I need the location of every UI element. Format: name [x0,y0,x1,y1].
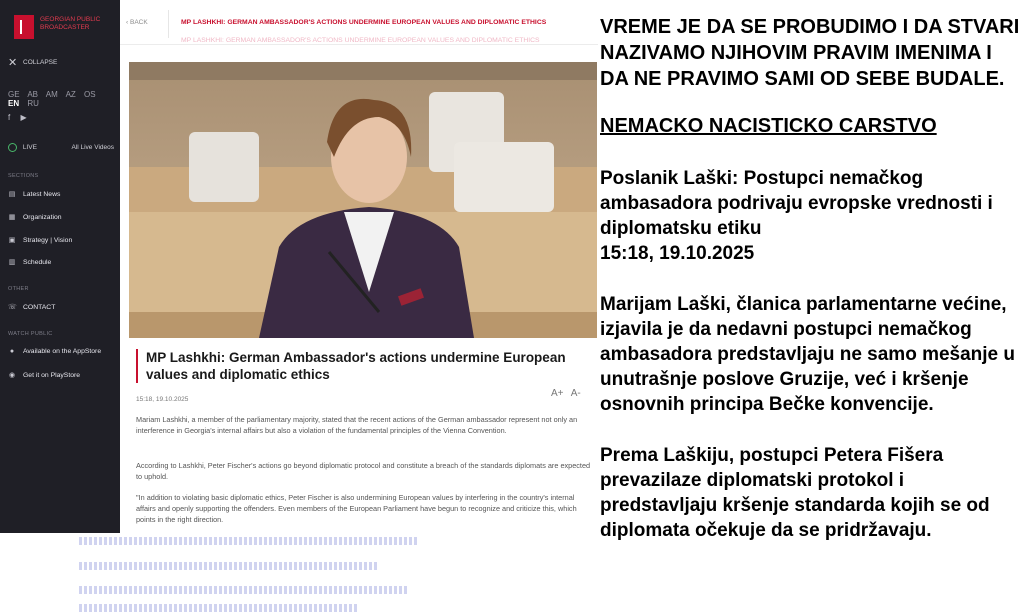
font-increase-icon[interactable]: A+ [551,388,564,399]
live-link[interactable] [8,143,114,152]
sections-label: SECTIONS [8,173,39,179]
building-icon: ▦ [8,214,16,221]
strategy-icon: ▣ [8,237,16,244]
article-paragraph: "In addition to violating basic diplomatic ethics, Peter Fischer is also undermining European values by interfering in the country's internal affairs and openly supporting the offenders. Even members of the European Parliament have begun to recognize and criticize this, which points in the right direction. [136,493,577,524]
article-paragraph: Mariam Lashkhi, a member of the parliamentary majority, stated that the recent actions of the German ambassador represent not only an interference in Georgia's internal affairs but also a violation of the fundamental principles of the Vienna Convention. [136,415,578,435]
back-button[interactable] [126,19,148,26]
playstore-link[interactable] [8,371,118,379]
sidebar-item-label: Organization [23,214,62,221]
all-live-videos-link[interactable]: All Live Videos [71,144,114,151]
parliament-speaker-image [129,62,597,338]
ghost-artifact [79,562,379,570]
ghost-artifact [79,537,419,545]
sidebar-item-label: Strategy | Vision [23,237,73,244]
collapse-label: COLLAPSE [23,59,58,67]
lang-ge[interactable]: GE [8,90,20,99]
translated-title: Poslanik Laški: Postupci nemačkog ambasadora podrivaju evropske vrednosti i diplomatsku etiku [600,168,993,239]
sidebar-item-label: CONTACT [23,304,56,311]
commentary-subheading: NEMACKO NACISTICKO CARSTVO [600,115,937,137]
commentary-heading: VREME JE DA SE PROBUDIMO I DA STVARI NAZIVAMO NJIHOVIM PRAVIM IMENIMA I DA NE PRAVIMO SAMI OD SEBE BUDALE. [600,16,1020,90]
topbar-title: MP LASHKHI: GERMAN AMBASSADOR'S ACTIONS UNDERMINE EUROPEAN VALUES AND DIPLOMATIC ETHICS [181,19,547,26]
article-photo [129,62,597,338]
lang-am[interactable]: AM [45,90,58,99]
sidebar-item-strategy[interactable] [8,236,118,244]
commentary-panel [600,14,1020,543]
article-title: MP Lashkhi: German Ambassador's actions undermine European values and diplomatic ethics [136,349,596,383]
sidebar-item-schedule[interactable] [8,258,118,266]
sidebar-item-contact[interactable] [8,303,118,311]
back-label: BACK [129,19,148,26]
playstore-icon: ◉ [8,372,16,379]
other-label: OTHER [8,286,29,292]
live-label: LIVE [22,144,37,152]
apple-icon: ● [9,348,15,355]
live-icon [8,143,17,152]
appstore-label: Available on the AppStore [23,348,102,355]
translated-date: 15:18, 19.10.2025 [600,243,755,264]
article-panel [120,0,598,613]
topbar-title-ghost: MP LASHKHI: GERMAN AMBASSADOR'S ACTIONS UNDERMINE EUROPEAN VALUES AND DIPLOMATIC ETHICS [181,37,540,44]
lang-ab[interactable]: AB [27,90,39,99]
lang-az[interactable]: AZ [65,90,76,99]
phone-icon: ☏ [8,304,17,311]
ghost-artifact [79,604,359,612]
sidebar-item-latest-news[interactable] [8,190,118,198]
collapse-button[interactable] [8,56,57,69]
font-size-controls [551,388,586,399]
youtube-icon[interactable]: ▶ [20,113,27,122]
appstore-link[interactable] [8,348,118,355]
article-paragraph: According to Lashkhi, Peter Fischer's actions go beyond diplomatic protocol and constitute a breach of the standards diplomats are expected to uphold. [136,461,591,481]
close-icon: ✕ [8,57,18,69]
font-decrease-icon[interactable]: A- [570,388,581,399]
sidebar-item-organization[interactable] [8,213,118,221]
calendar-icon: ▥ [8,259,16,266]
sidebar-item-label: Schedule [23,259,52,266]
article-date: 15:18, 19.10.2025 [136,396,189,403]
document-icon: ▤ [8,191,16,198]
social-links [8,113,35,122]
facebook-icon[interactable]: f [8,113,11,122]
lang-ru[interactable]: RU [27,99,39,108]
divider [168,10,169,38]
gpb-logo[interactable] [14,13,124,43]
lang-en[interactable]: EN [8,99,20,108]
sidebar [0,0,120,533]
logo-mark-icon [14,15,34,39]
sidebar-item-label: Latest News [23,191,61,198]
language-switcher [8,90,120,108]
translated-paragraph: Marijam Laški, članica parlamentarne većine, izjavila je da nedavni postupci nemačkog ambasadora predstavljaju ne samo mešanje u unutrašnje poslove Gruzije, već i kršenje osnovnih principa Bečke konvencije. [600,294,1016,415]
watch-public-label: WATCH PUBLIC [8,331,53,337]
logo-text: GEORGIAN PUBLIC BROADCASTER [40,16,101,31]
ghost-artifact [79,586,409,594]
translated-paragraph: Prema Laškiju, postupci Petera Fišera prevazilaze diplomatski protokol i predstavljaju kršenje standarda kojih se od diplomata očekuje da se pridržavaju. [600,445,990,541]
playstore-label: Get it on PlayStore [23,372,81,379]
article-topbar [120,0,598,45]
chevron-left-icon: ‹ [126,19,130,26]
lang-os[interactable]: OS [84,90,96,99]
